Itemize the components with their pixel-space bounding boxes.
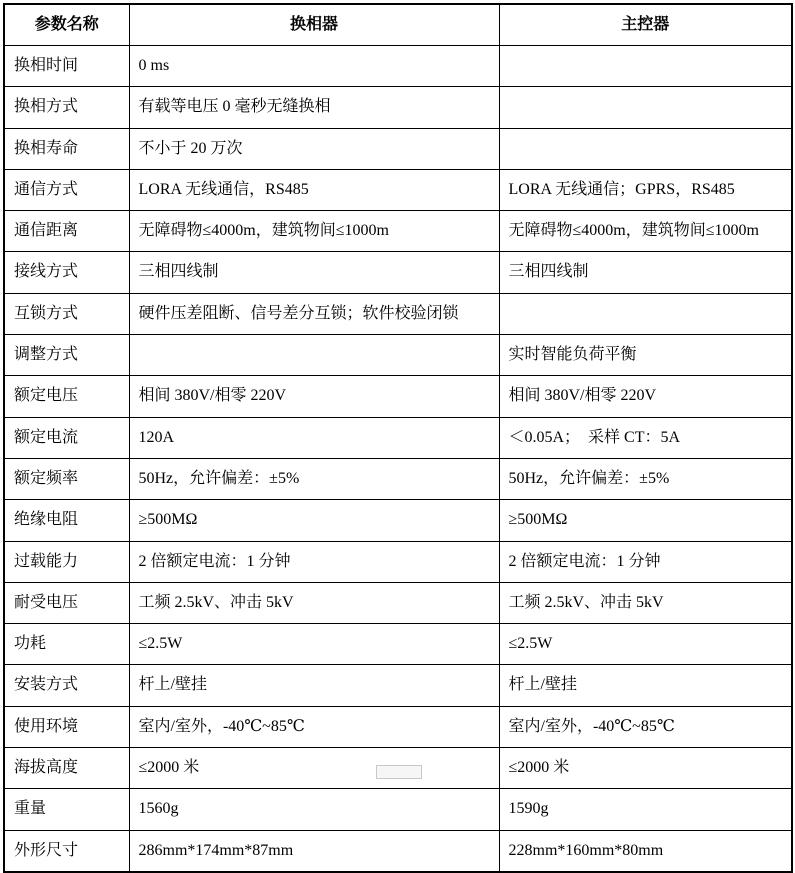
main-controller-cell (499, 46, 792, 87)
main-controller-cell: 50Hz，允许偏差：±5% (499, 458, 792, 499)
param-name-cell: 外形尺寸 (4, 830, 129, 872)
param-name-cell: 重量 (4, 789, 129, 830)
cut-off-caption-box (376, 765, 422, 779)
phase-changer-cell: 1560g (129, 789, 499, 830)
header-row (4, 4, 792, 46)
table-row (4, 211, 792, 252)
phase-changer-cell: 三相四线制 (129, 252, 499, 293)
spec-table-body (4, 46, 792, 872)
phase-changer-cell: 286mm*174mm*87mm (129, 830, 499, 872)
phase-changer-cell (129, 335, 499, 376)
phase-changer-cell: 室内/室外，-40℃~85℃ (129, 706, 499, 747)
table-row (4, 169, 792, 210)
table-row (4, 706, 792, 747)
param-name-cell: 海拔高度 (4, 748, 129, 789)
param-name-cell: 额定电压 (4, 376, 129, 417)
param-name-cell: 绝缘电阻 (4, 500, 129, 541)
main-controller-cell (499, 128, 792, 169)
spec-table (3, 3, 793, 873)
param-name-cell: 使用环境 (4, 706, 129, 747)
table-row (4, 665, 792, 706)
table-row (4, 128, 792, 169)
main-controller-cell: 杆上/壁挂 (499, 665, 792, 706)
main-controller-cell (499, 293, 792, 334)
table-row (4, 500, 792, 541)
table-row (4, 46, 792, 87)
table-row (4, 624, 792, 665)
main-controller-cell: LORA 无线通信；GPRS，RS485 (499, 169, 792, 210)
main-controller-cell: ≥500MΩ (499, 500, 792, 541)
header-main-controller: 主控器 (499, 4, 792, 46)
phase-changer-cell: 硬件压差阻断、信号差分互锁；软件校验闭锁 (129, 293, 499, 334)
table-row (4, 335, 792, 376)
param-name-cell: 换相方式 (4, 87, 129, 128)
param-name-cell: 换相时间 (4, 46, 129, 87)
param-name-cell: 安装方式 (4, 665, 129, 706)
table-row (4, 87, 792, 128)
main-controller-cell: 三相四线制 (499, 252, 792, 293)
phase-changer-cell: 相间 380V/相零 220V (129, 376, 499, 417)
param-name-cell: 通信方式 (4, 169, 129, 210)
phase-changer-cell: 无障碍物≤4000m，建筑物间≤1000m (129, 211, 499, 252)
param-name-cell: 额定频率 (4, 458, 129, 499)
param-name-cell: 调整方式 (4, 335, 129, 376)
table-row (4, 789, 792, 830)
param-name-cell: 耐受电压 (4, 582, 129, 623)
header-param-name: 参数名称 (4, 4, 129, 46)
param-name-cell: 额定电流 (4, 417, 129, 458)
param-name-cell: 通信距离 (4, 211, 129, 252)
param-name-cell: 互锁方式 (4, 293, 129, 334)
header-phase-changer: 换相器 (129, 4, 499, 46)
table-row (4, 541, 792, 582)
table-row (4, 293, 792, 334)
main-controller-cell: 工频 2.5kV、冲击 5kV (499, 582, 792, 623)
phase-changer-cell: 有载等电压 0 毫秒无缝换相 (129, 87, 499, 128)
phase-changer-cell: 杆上/壁挂 (129, 665, 499, 706)
phase-changer-cell: 120A (129, 417, 499, 458)
main-controller-cell: 228mm*160mm*80mm (499, 830, 792, 872)
main-controller-cell: ≤2000 米 (499, 748, 792, 789)
param-name-cell: 接线方式 (4, 252, 129, 293)
main-controller-cell: 无障碍物≤4000m，建筑物间≤1000m (499, 211, 792, 252)
param-name-cell: 换相寿命 (4, 128, 129, 169)
table-row (4, 830, 792, 872)
table-row (4, 417, 792, 458)
main-controller-cell: ＜0.05A； 采样 CT：5A (499, 417, 792, 458)
phase-changer-cell: ≥500MΩ (129, 500, 499, 541)
main-controller-cell: 2 倍额定电流：1 分钟 (499, 541, 792, 582)
phase-changer-cell: ≤2.5W (129, 624, 499, 665)
main-controller-cell: 1590g (499, 789, 792, 830)
table-row (4, 252, 792, 293)
main-controller-cell: 相间 380V/相零 220V (499, 376, 792, 417)
phase-changer-cell: 50Hz，允许偏差：±5% (129, 458, 499, 499)
phase-changer-cell: 工频 2.5kV、冲击 5kV (129, 582, 499, 623)
table-row (4, 458, 792, 499)
table-row (4, 376, 792, 417)
main-controller-cell: 室内/室外，-40℃~85℃ (499, 706, 792, 747)
main-controller-cell: 实时智能负荷平衡 (499, 335, 792, 376)
phase-changer-cell: LORA 无线通信，RS485 (129, 169, 499, 210)
main-controller-cell (499, 87, 792, 128)
param-name-cell: 过载能力 (4, 541, 129, 582)
phase-changer-cell: ≤2000 米 (129, 748, 499, 789)
spec-table-header (4, 4, 792, 46)
param-name-cell: 功耗 (4, 624, 129, 665)
phase-changer-cell: 不小于 20 万次 (129, 128, 499, 169)
phase-changer-cell: 0 ms (129, 46, 499, 87)
table-row (4, 582, 792, 623)
main-controller-cell: ≤2.5W (499, 624, 792, 665)
phase-changer-cell: 2 倍额定电流：1 分钟 (129, 541, 499, 582)
